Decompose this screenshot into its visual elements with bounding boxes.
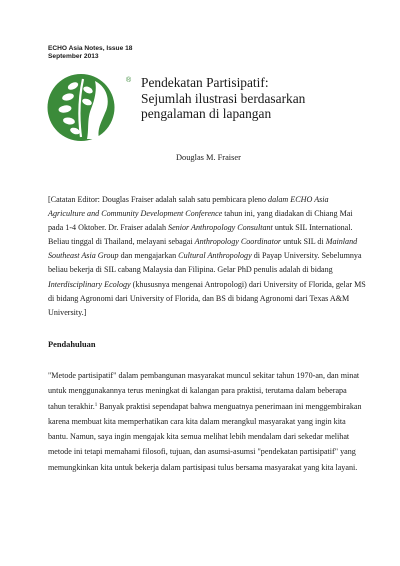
- editor-text: tahun ini, yang diadakan di Chiang Mai pada 1-4 Oktober. Dr. Fraiser adalah: [48, 209, 353, 233]
- editor-text: di Payap University. Sebelumnya beliau bekerja di SIL cabang Malaysia dan Filipina. Gelar PhD penulis adalah di bidang: [48, 251, 362, 275]
- title-line: Sejumlah ilustrasi berdasarkan: [141, 90, 306, 106]
- document-title: [141, 75, 381, 122]
- issue-info: [48, 45, 132, 61]
- editor-italic: Senior Anthropology Consultant: [168, 223, 273, 233]
- author-name: Douglas M. Fraiser: [176, 153, 241, 162]
- title-line: pengalaman di lapangan: [141, 106, 272, 121]
- editor-text: [Catatan Editor: Douglas Fraiser adalah salah satu pembicara pleno: [48, 195, 269, 204]
- paragraph-text: Banyak praktisi sependapat bahwa menguatnya penerimaan ini menggembirakan karena membuat kita memperhatikan cara kita dalam merangkul masyarakat yang ingin kita bantu. Namun, saya ingin mengajak kita semua melihat lebih mendalam dari sekedar melihat metode ini tetapi memahami filosofi, tujuan, dan asumsi-asumsi "pendekatan partisipatif" yang memungkinkan kita untuk bekerja dalam partisipasi tulus bersama masyarakat yang kita layani.: [48, 401, 362, 472]
- editor-text: (khususnya mengenai Antropologi) dari University of Florida, gelar MS di bidang Agronomi dari University of Florida, dan BS di bidang Agronomi dari Texas A&M University.]: [48, 279, 366, 317]
- editor-italic: Anthropology Coordinator: [194, 237, 282, 247]
- editor-text: untuk SIL International. Beliau tinggal di Thailand, melayani sebagai: [48, 223, 353, 247]
- paragraph-text: "Metode partisipatif" dalam pembangunan masyarakat muncul sekitar tahun 1970-an, dan minat untuk menggunakannya terus meningkat di kalangan para praktisi, terutama dalam beberapa tahun terakhir.: [48, 371, 360, 411]
- footnote-ref[interactable]: 1: [94, 402, 98, 408]
- editor-italic: Cultural Anthropology: [178, 251, 252, 261]
- editor-italic: Mainland Southeast Asia Group: [48, 237, 358, 261]
- issue-date: September 2013: [48, 53, 99, 60]
- issue-number: ECHO Asia Notes, Issue 18: [48, 45, 133, 52]
- echo-logo: [47, 73, 132, 142]
- editor-text: dan mengajarkan: [118, 251, 179, 261]
- intro-paragraph: [48, 368, 366, 475]
- editor-text: untuk SIL di: [281, 237, 326, 247]
- editor-italic: dalam ECHO Asia Agriculture and Community Development Conference: [48, 195, 329, 219]
- registered-mark: ®: [126, 77, 132, 84]
- editor-note: [48, 193, 366, 320]
- editor-italic: Interdisciplinary Ecology: [48, 279, 131, 289]
- title-line: Pendekatan Partisipatif:: [141, 75, 269, 90]
- section-heading: Pendahuluan: [48, 340, 96, 349]
